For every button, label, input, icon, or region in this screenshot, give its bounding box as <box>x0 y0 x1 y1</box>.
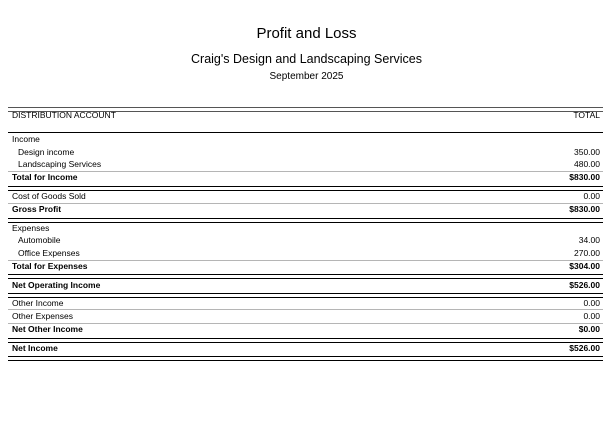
gross-profit-amount[interactable]: $830.00 <box>569 204 600 214</box>
column-header-row <box>8 109 603 122</box>
automobile-label[interactable]: Automobile <box>18 235 61 245</box>
table-row <box>8 247 603 260</box>
total-income-label: Total for Income <box>12 172 78 182</box>
net-operating-income-amount[interactable]: $526.00 <box>569 280 600 290</box>
other-expenses-row <box>8 310 603 323</box>
net-income-row <box>8 342 603 355</box>
report-title: Profit and Loss <box>256 25 357 42</box>
net-income-label: Net Income <box>12 343 58 353</box>
cogs-row <box>8 190 603 203</box>
cogs-amount[interactable]: 0.00 <box>583 191 600 201</box>
other-income-label[interactable]: Other Income <box>12 298 64 308</box>
landscaping-services-amount[interactable]: 480.00 <box>574 159 600 169</box>
net-other-income-amount[interactable]: $0.00 <box>578 324 600 334</box>
office-expenses-label[interactable]: Office Expenses <box>18 248 80 258</box>
total-expenses-row <box>8 260 603 273</box>
total-income-row <box>8 171 603 184</box>
other-income-amount[interactable]: 0.00 <box>583 298 600 308</box>
income-heading[interactable]: Income <box>12 134 40 144</box>
net-income-amount[interactable]: $526.00 <box>569 343 600 353</box>
company-name: Craig's Design and Landscaping Services <box>191 52 422 66</box>
automobile-amount[interactable]: 34.00 <box>578 235 600 245</box>
net-income-double-rule <box>8 356 603 361</box>
other-expenses-label[interactable]: Other Expenses <box>12 311 73 321</box>
cogs-label[interactable]: Cost of Goods Sold <box>12 191 86 201</box>
gross-profit-label: Gross Profit <box>12 204 62 214</box>
table-row <box>8 234 603 247</box>
design-income-amount[interactable]: 350.00 <box>574 147 600 157</box>
net-operating-income-row <box>8 279 603 292</box>
total-income-amount[interactable]: $830.00 <box>569 172 600 182</box>
total-expenses-amount[interactable]: $304.00 <box>569 261 600 271</box>
total-column-header[interactable]: TOTAL <box>573 110 600 120</box>
office-expenses-amount[interactable]: 270.00 <box>574 248 600 258</box>
landscaping-services-label[interactable]: Landscaping Services <box>18 159 102 169</box>
total-expenses-label: Total for Expenses <box>12 261 88 271</box>
account-column-header[interactable]: DISTRIBUTION ACCOUNT <box>12 110 116 120</box>
gross-profit-row <box>8 203 603 216</box>
income-heading-row <box>8 133 603 146</box>
net-other-income-label: Net Other Income <box>12 324 83 334</box>
expenses-heading[interactable]: Expenses <box>12 223 50 233</box>
other-expenses-amount[interactable]: 0.00 <box>583 311 600 321</box>
report-period: September 2025 <box>269 71 344 82</box>
table-row <box>8 158 603 171</box>
net-other-income-row <box>8 323 603 336</box>
design-income-label[interactable]: Design income <box>18 147 75 157</box>
net-operating-income-label: Net Operating Income <box>12 280 101 290</box>
